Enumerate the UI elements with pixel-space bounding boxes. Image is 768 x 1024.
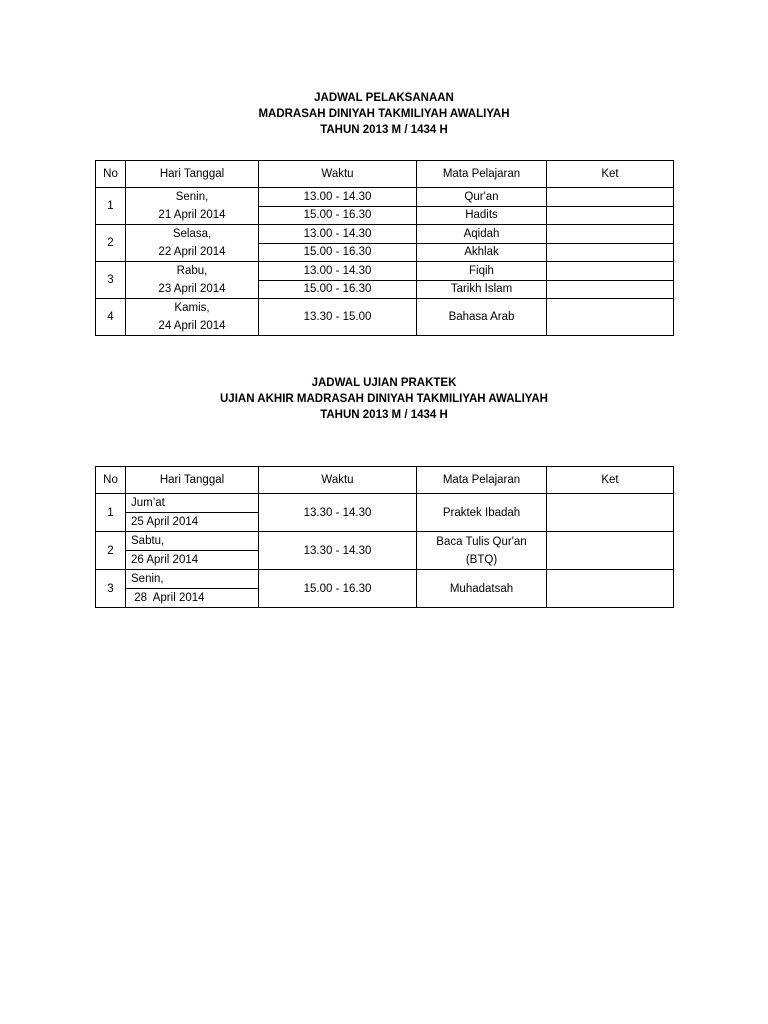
row-subject-line: Baca Tulis Qur'an — [436, 535, 527, 548]
table-row — [96, 188, 674, 207]
row-date-value: 23 April 2014 — [158, 283, 226, 295]
header-time: Waktu — [259, 467, 417, 494]
row-date — [126, 262, 259, 299]
row-day: Senin, — [175, 191, 209, 203]
row-day: Kamis, — [174, 302, 210, 314]
table-header-row — [96, 467, 674, 494]
row-day: Rabu, — [176, 265, 208, 277]
row-subject: Qur'an — [417, 188, 547, 207]
row-time: 13.00 - 14.30 — [259, 225, 417, 244]
header-no: No — [96, 161, 126, 188]
exam-year: TAHUN 2013 M / 1434 H — [320, 409, 448, 421]
table-row — [96, 299, 674, 336]
row-date — [126, 188, 259, 225]
row-note — [547, 532, 674, 570]
row-time: 13.00 - 14.30 — [259, 262, 417, 281]
table-row — [96, 570, 674, 608]
row-day: Selasa, — [172, 228, 212, 240]
row-subject-line: (BTQ) — [465, 553, 498, 566]
header-date: Hari Tanggal — [126, 467, 259, 494]
table-row — [96, 262, 674, 281]
row-number: 1 — [96, 494, 126, 532]
row-time: 15.00 - 16.30 — [259, 280, 417, 299]
row-time: 15.00 - 16.30 — [259, 570, 417, 608]
row-note — [547, 243, 674, 262]
row-subject: Hadits — [417, 206, 547, 225]
exam-heading — [0, 375, 768, 423]
schedule-table — [95, 160, 674, 336]
row-note — [547, 280, 674, 299]
schedule-title: JADWAL PELAKSANAAN — [314, 92, 454, 104]
row-subject — [417, 532, 547, 570]
row-time: 13.30 - 14.30 — [259, 494, 417, 532]
header-subject: Mata Pelajaran — [417, 161, 547, 188]
row-subject: Akhlak — [417, 243, 547, 262]
table-row — [96, 225, 674, 244]
row-subject: Praktek Ibadah — [417, 494, 547, 532]
row-subject: Fiqih — [417, 262, 547, 281]
exam-table — [95, 466, 674, 608]
row-note — [547, 262, 674, 281]
row-date-value: 24 April 2014 — [158, 320, 226, 332]
row-number: 3 — [96, 570, 126, 608]
row-time: 13.30 - 14.30 — [259, 532, 417, 570]
row-number: 3 — [96, 262, 126, 299]
table-header-row — [96, 161, 674, 188]
row-time: 15.00 - 16.30 — [259, 206, 417, 225]
row-note — [547, 188, 674, 207]
schedule-heading — [0, 90, 768, 138]
row-date-value: 25 April 2014 — [131, 516, 199, 528]
exam-subtitle: UJIAN AKHIR MADRASAH DINIYAH TAKMILIYAH AWALIYAH — [220, 393, 548, 405]
schedule-subtitle: MADRASAH DINIYAH TAKMILIYAH AWALIYAH — [258, 108, 510, 120]
table-row — [96, 494, 674, 532]
row-time: 13.30 - 15.00 — [259, 299, 417, 336]
header-note: Ket — [547, 467, 674, 494]
row-date — [126, 494, 259, 532]
row-subject: Aqidah — [417, 225, 547, 244]
header-note: Ket — [547, 161, 674, 188]
row-date-value: 22 April 2014 — [158, 246, 226, 258]
header-no: No — [96, 467, 126, 494]
row-number: 2 — [96, 532, 126, 570]
row-time: 15.00 - 16.30 — [259, 243, 417, 262]
row-subject: Bahasa Arab — [417, 299, 547, 336]
row-note — [547, 570, 674, 608]
row-number: 1 — [96, 188, 126, 225]
row-day: Sabtu, — [126, 532, 258, 551]
row-subject: Muhadatsah — [417, 570, 547, 608]
table-row — [96, 532, 674, 570]
row-day: Jum’at — [126, 494, 258, 513]
row-subject: Tarikh Islam — [417, 280, 547, 299]
row-date — [126, 570, 259, 608]
header-time: Waktu — [259, 161, 417, 188]
row-day: Senin, — [126, 570, 258, 589]
row-number: 2 — [96, 225, 126, 262]
row-note — [547, 206, 674, 225]
row-date-value: 26 April 2014 — [131, 554, 199, 566]
row-date — [126, 532, 259, 570]
schedule-year: TAHUN 2013 M / 1434 H — [320, 124, 448, 136]
row-date — [126, 299, 259, 336]
row-note — [547, 299, 674, 336]
header-date: Hari Tanggal — [126, 161, 259, 188]
header-subject: Mata Pelajaran — [417, 467, 547, 494]
row-time: 13.00 - 14.30 — [259, 188, 417, 207]
row-date — [126, 225, 259, 262]
row-date-value: 21 April 2014 — [158, 209, 226, 221]
row-number: 4 — [96, 299, 126, 336]
row-note — [547, 225, 674, 244]
exam-title: JADWAL UJIAN PRAKTEK — [311, 377, 457, 389]
row-note — [547, 494, 674, 532]
row-date-value: 28 April 2014 — [131, 592, 205, 604]
